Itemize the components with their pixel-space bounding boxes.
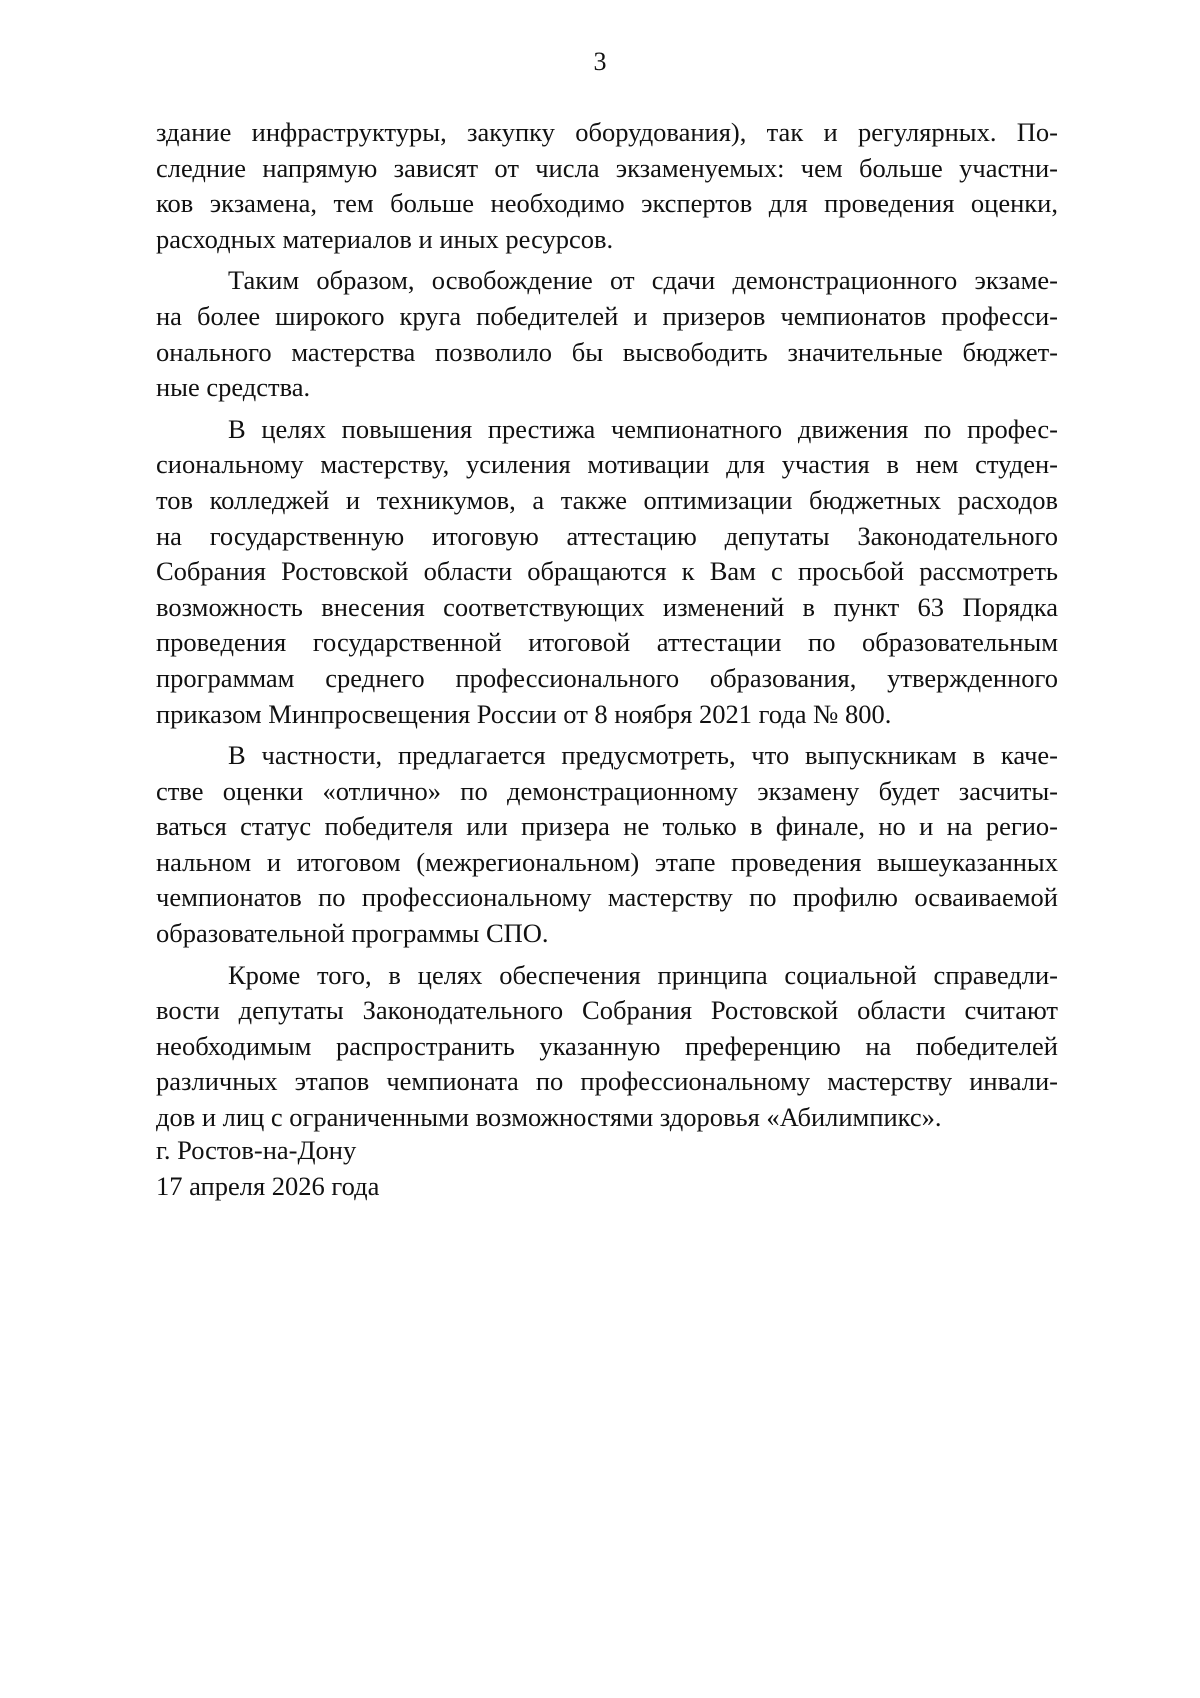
text-line: расходных материалов и иных ресурсов. xyxy=(156,223,614,254)
text-line: В целях повышения престижа чемпионатного движения по профес- xyxy=(228,413,1058,444)
text-line: Таким образом, освобождение от сдачи демонстрационного экзаме- xyxy=(228,265,1058,296)
document-body xyxy=(156,115,1058,1142)
text-line: следние напрямую зависят от числа экзаменуемых: чем больше участни- xyxy=(156,152,1058,183)
text-line: сиональному мастерству, усиления мотивации для участия в нем студен- xyxy=(156,449,1058,480)
text-line: программам среднего профессионального образования, утвержденного xyxy=(156,662,1058,693)
text-line: различных этапов чемпионата по профессиональному мастерству инвали- xyxy=(156,1066,1058,1097)
footer-city: г. Ростов-на-Дону xyxy=(156,1135,357,1165)
text-line: на более широкого круга победителей и призеров чемпионатов професси- xyxy=(156,300,1058,331)
text-line: В частности, предлагается предусмотреть, что выпускникам в каче- xyxy=(228,740,1058,771)
page-number: 3 xyxy=(593,47,607,76)
text-line: стве оценки «отлично» по демонстрационному экзамену будет засчиты- xyxy=(156,775,1058,806)
text-line: онального мастерства позволило бы высвободить значительные бюджет- xyxy=(156,336,1058,367)
text-line: проведения государственной итоговой аттестации по образовательным xyxy=(156,627,1058,658)
text-line: вости депутаты Законодательного Собрания Ростовской области считают xyxy=(156,995,1058,1026)
text-line: Собрания Ростовской области обращаются к Вам с просьбой рассмотреть xyxy=(156,556,1058,587)
text-line: нальном и итоговом (межрегиональном) этапе проведения вышеуказанных xyxy=(156,846,1058,877)
text-line: на государственную итоговую аттестацию депутаты Законодательного xyxy=(156,520,1058,551)
document-footer xyxy=(156,1133,379,1204)
text-line: дов и лиц с ограниченными возможностями здоровья «Абилимпикс». xyxy=(156,1102,942,1133)
text-line: тов колледжей и техникумов, а также оптимизации бюджетных расходов xyxy=(156,484,1058,515)
paragraph xyxy=(156,263,1058,405)
text-line: чемпионатов по профессиональному мастерству по профилю осваиваемой xyxy=(156,882,1058,913)
text-line: ваться статус победителя или призера не только в финале, но и на регио- xyxy=(156,811,1058,842)
text-line: приказом Минпросвещения России от 8 ноября 2021 года № 800. xyxy=(156,698,892,729)
text-line: ков экзамена, тем больше необходимо экспертов для проведения оценки, xyxy=(156,188,1058,219)
text-line: возможность внесения соответствующих изменений в пункт 63 Порядка xyxy=(156,591,1058,622)
text-line: образовательной программы СПО. xyxy=(156,918,549,949)
text-line: Кроме того, в целях обеспечения принципа социальной справедли- xyxy=(228,959,1058,990)
paragraph xyxy=(156,412,1058,732)
paragraph xyxy=(156,958,1058,1136)
paragraph xyxy=(156,115,1058,257)
paragraph xyxy=(156,738,1058,952)
text-line: ные средства. xyxy=(156,372,311,403)
text-line: необходимым распространить указанную преференцию на победителей xyxy=(156,1030,1058,1061)
text-line: здание инфраструктуры, закупку оборудования), так и регулярных. По- xyxy=(156,117,1058,147)
footer-date: 17 апреля 2026 года xyxy=(156,1170,380,1201)
